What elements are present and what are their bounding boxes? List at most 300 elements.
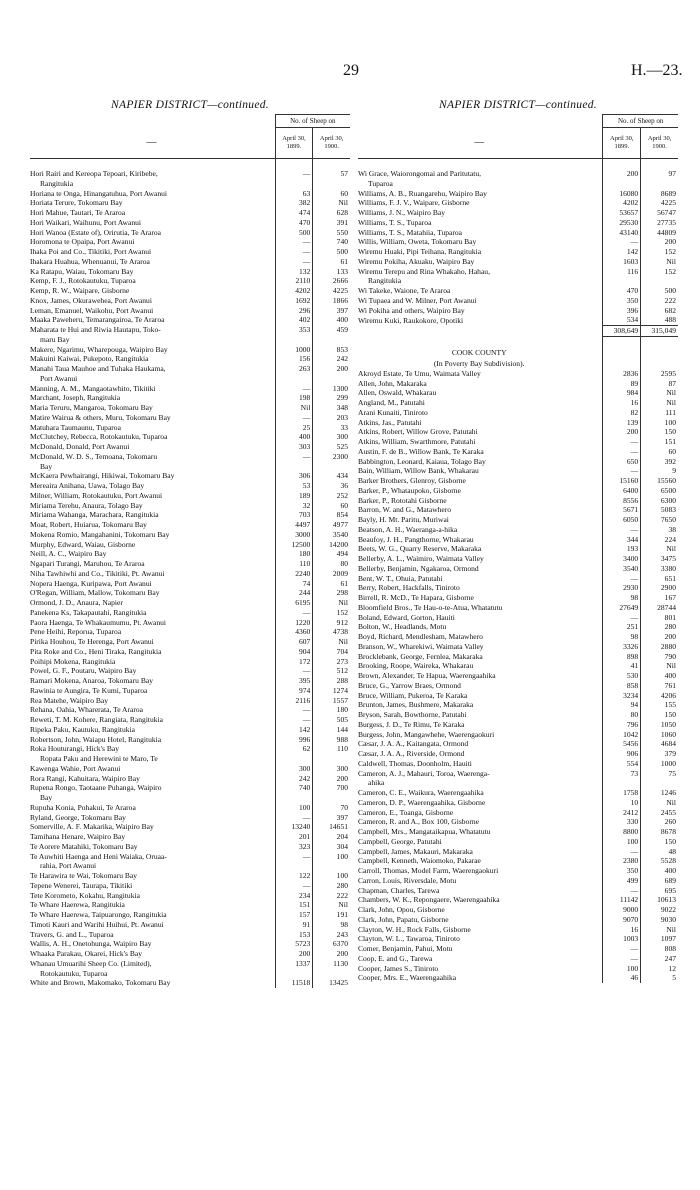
value-1899: Nil <box>275 403 313 413</box>
row-name: Knox, James, Okurawehea, Port Awanui <box>30 295 152 305</box>
value-1899: 344 <box>603 535 641 545</box>
row-name: Bryson, Sarah, Bowthorne, Patutahi <box>358 710 467 719</box>
row-name: Te Harawira te Wai, Tokomaru Bay <box>30 871 138 880</box>
table-row <box>358 257 678 267</box>
value-1900: 459 <box>313 325 350 335</box>
value-1899: 3000 <box>275 530 313 540</box>
row-name: Williams, F. J. V., Waipare, Gisborne <box>358 198 470 208</box>
table-row <box>358 306 678 316</box>
table-row <box>30 247 350 257</box>
row-name: Boyd, Richard, Mendlesham, Matawhero <box>358 632 483 641</box>
value-1899: — <box>603 466 641 476</box>
value-1899: 796 <box>603 720 641 730</box>
table-row <box>30 920 350 930</box>
table-row <box>358 837 678 847</box>
table-row <box>30 598 350 608</box>
value-1900: 4977 <box>313 520 350 530</box>
value-1899: 251 <box>603 622 641 632</box>
value-1899: 74 <box>275 579 313 589</box>
table-row <box>30 189 350 199</box>
value-1900: 761 <box>641 681 678 691</box>
table-row <box>358 179 678 189</box>
row-name: Burgess, J. D., Te Rimu, Te Karaka <box>358 719 465 729</box>
value-1900: 100 <box>641 418 678 428</box>
row-name: Clark, John, Opou, Gisborne <box>358 905 445 914</box>
value-1899: 244 <box>275 588 313 598</box>
row-name: Babbington, Leonard, Kaiaua, Tolago Bay <box>358 456 486 466</box>
row-name: Marchant, Joseph, Rangitukia <box>30 393 121 403</box>
table-row <box>358 564 678 574</box>
value-1899: — <box>275 715 313 725</box>
row-name: Ripeka Paku, Kautuku, Rangitukia <box>30 724 136 734</box>
value-1899: 353 <box>275 325 313 335</box>
table-row <box>358 934 678 944</box>
value-1900: 2595 <box>641 369 678 379</box>
value-1900: 689 <box>641 876 678 886</box>
value-1899: 198 <box>275 393 313 403</box>
value-1900: 144 <box>313 725 350 735</box>
value-1900: 379 <box>641 749 678 759</box>
value-1900 <box>313 793 350 803</box>
value-1899: 200 <box>603 169 641 179</box>
table-row <box>30 949 350 959</box>
table-row <box>30 520 350 530</box>
value-1900: Nil <box>641 388 678 398</box>
table-row <box>30 208 350 218</box>
table-row <box>30 744 350 754</box>
table-row <box>30 725 350 735</box>
row-name: Wi Tupaea and W. Milner, Port Awanui <box>358 295 477 305</box>
value-1899: 98 <box>603 593 641 603</box>
value-1899: — <box>603 613 641 623</box>
row-name: Bain, William, Willow Bank, Whakarau <box>358 466 479 476</box>
value-1899: — <box>275 257 313 267</box>
table-row <box>30 306 350 316</box>
value-1900: 695 <box>641 886 678 896</box>
row-name: Horiata Terure, Tokomaru Bay <box>30 198 123 208</box>
header-group-label: No. of Sheep on <box>275 115 350 128</box>
row-name: Wiremu Terepu and Rina Whakaho, Hahau, <box>358 266 490 276</box>
value-1900: 740 <box>313 237 350 247</box>
value-1900: 155 <box>641 700 678 710</box>
value-1900: 260 <box>641 817 678 827</box>
row-name: Rora Rangi, Kahuitara, Waipiro Bay <box>30 773 140 783</box>
table-row <box>358 267 678 277</box>
table-row <box>30 345 350 355</box>
value-1899: 200 <box>603 427 641 437</box>
table-row <box>30 296 350 306</box>
value-1900: 1050 <box>641 720 678 730</box>
row-name: Cameron, C. E., Waikura, Waerengaahika <box>358 788 484 797</box>
value-1899: 703 <box>275 510 313 520</box>
row-name: Te Aorere Matahiki, Tokomaru Bay <box>30 841 138 851</box>
value-1900: 4225 <box>313 286 350 296</box>
row-name: rahia, Port Awanui <box>40 861 97 871</box>
row-name: Cameron, R. and A., Box 100, Gisborne <box>358 817 479 827</box>
row-name: Ihaka Poi and Co., Tikitiki, Port Awanui <box>30 247 152 256</box>
value-1899: 2110 <box>275 276 313 286</box>
row-name: Wiremu Huaki, Pipi Teihana, Rangitukia <box>358 247 482 256</box>
value-1900: 1866 <box>313 296 350 306</box>
row-name: Hori Rairi and Kereopa Tepoari, Kiribebe, <box>30 169 158 178</box>
table-header-row <box>30 128 350 159</box>
table-row <box>30 549 350 559</box>
table-row <box>358 418 678 428</box>
value-1900: Nil <box>313 198 350 208</box>
row-name: Rangitukia <box>40 178 74 188</box>
value-1900: 912 <box>313 618 350 628</box>
value-1900: 151 <box>641 437 678 447</box>
row-name: Rehana, Oahia, Wharerata, Te Araroa <box>30 705 143 715</box>
table-row <box>358 535 678 545</box>
value-1899: 242 <box>275 774 313 784</box>
value-1899: 172 <box>275 657 313 667</box>
row-name: Bayly, H. Mt. Paritu, Muriwai <box>358 515 449 524</box>
value-1900: 3380 <box>641 564 678 574</box>
row-name: Brunton, James, Bushmere, Makaraka <box>358 700 474 710</box>
value-1899: 296 <box>275 306 313 316</box>
row-name: Ihakara Huahua, Whenuanui, Te Araroa <box>30 256 150 266</box>
table-row <box>358 642 678 652</box>
table-row <box>30 832 350 842</box>
value-1899: 530 <box>603 671 641 681</box>
row-name: Beatson, A. H., Waeranga-a-hika <box>358 524 458 534</box>
value-1900: 550 <box>313 228 350 238</box>
table-row <box>30 910 350 920</box>
table-row <box>30 822 350 832</box>
value-1900: 222 <box>313 891 350 901</box>
value-1899: 53657 <box>603 208 641 218</box>
table-row <box>30 257 350 267</box>
value-1899: 740 <box>275 783 313 793</box>
value-1899: 43140 <box>603 228 641 238</box>
value-1899: 470 <box>275 218 313 228</box>
row-name: Burgess, John, Mangawhehe, Waerengaokuri <box>358 729 495 739</box>
value-1900: 204 <box>313 832 350 842</box>
table-row <box>358 574 678 584</box>
row-name: Miriama Wahanga, Marachara, Rangitukia <box>30 510 159 520</box>
value-1900: 2455 <box>641 808 678 818</box>
value-1899: 16080 <box>603 189 641 199</box>
table-row <box>358 817 678 827</box>
value-1900: 488 <box>641 315 678 325</box>
left-sheep-table <box>30 114 350 988</box>
value-1900: 801 <box>641 613 678 623</box>
value-1900: 1097 <box>641 934 678 944</box>
row-name: Maria Teruru, Mangaroa, Tokomaru Bay <box>30 403 153 412</box>
value-1900: 44809 <box>641 228 678 238</box>
value-1899: 73 <box>603 769 641 779</box>
row-name: Atkins, Robert, Willow Grove, Patutahi <box>358 427 478 437</box>
value-1899: 2116 <box>275 696 313 706</box>
value-1900: 1060 <box>641 730 678 740</box>
value-1900: 5083 <box>641 505 678 515</box>
value-1899: 46 <box>603 973 641 983</box>
row-name: Brown, Alexander, Te Hapua, Waerengaahika <box>358 671 496 680</box>
value-1900: 300 <box>313 432 350 442</box>
value-1900: 61 <box>313 257 350 267</box>
value-1900: 300 <box>313 764 350 774</box>
value-1900: 790 <box>641 652 678 662</box>
table-row <box>30 267 350 277</box>
row-name: Paora Haenga, Te Whakaumumu, Pt. Awanui <box>30 617 166 627</box>
table-row <box>358 544 678 554</box>
table-row <box>30 588 350 598</box>
table-row <box>358 876 678 886</box>
row-name: Tamihana Henare, Waipiro Bay <box>30 832 126 841</box>
value-1899: 8556 <box>603 496 641 506</box>
value-1900: 1300 <box>313 384 350 394</box>
row-name: Nopera Haenga, Kuripawa, Port Awanui <box>30 578 152 588</box>
table-row <box>30 579 350 589</box>
row-name: Timoti Kauri and Warihi Huihui, Pt. Awanui <box>30 919 164 929</box>
row-name: Barker, P., Rototahi Gisborne <box>358 495 447 505</box>
row-name: Willis, William, Oweta, Tokomaru Bay <box>358 237 477 247</box>
table-row <box>30 432 350 442</box>
table-row <box>358 749 678 759</box>
value-1899: 153 <box>275 930 313 940</box>
value-1899: 142 <box>275 725 313 735</box>
row-name: Wi Pokiha and others, Waipiro Bay <box>358 305 465 315</box>
value-1900: 111 <box>641 408 678 418</box>
value-1899: 4202 <box>603 198 641 208</box>
row-name: Rea Matehe, Waipiro Bay <box>30 695 109 705</box>
value-1900: 9 <box>641 466 678 476</box>
table-row <box>30 540 350 550</box>
table-row <box>358 466 678 476</box>
value-1900: 500 <box>641 286 678 296</box>
table-header-group <box>358 115 678 128</box>
table-row <box>358 973 678 983</box>
table-row <box>30 871 350 881</box>
value-1900: 70 <box>313 803 350 813</box>
value-1900: 200 <box>313 949 350 959</box>
row-name: Niha Tawhiwhi and Co., Tikitiki, Pt. Awanui <box>30 568 165 578</box>
row-name: Ngapari Turangi, Maruhou, Te Araroa <box>30 559 145 568</box>
table-row <box>30 969 350 979</box>
row-name: Williams, T. S., Matahiia, Tuparoa <box>358 227 463 237</box>
value-1900: 853 <box>313 345 350 355</box>
value-1900: 13425 <box>313 978 350 988</box>
table-row <box>30 647 350 657</box>
row-name: Kawenga Wahie, Port Awanui <box>30 763 121 773</box>
right-column <box>358 96 678 983</box>
table-row <box>30 471 350 481</box>
row-name: Te Whare Haerewa, Taipuarongo, Rangitukia <box>30 910 167 919</box>
value-1900: 57 <box>313 169 350 179</box>
table-row <box>30 637 350 647</box>
value-1899: 330 <box>603 817 641 827</box>
row-name: Wiremu Pokiha, Akuaku, Waipiro Bay <box>358 256 475 266</box>
value-1899: — <box>603 237 641 247</box>
row-name: Ormond, J. D., Anaura, Napier <box>30 598 123 607</box>
value-1899: — <box>275 247 313 257</box>
table-row <box>30 237 350 247</box>
value-1900: 191 <box>313 910 350 920</box>
value-1899: — <box>275 608 313 618</box>
value-1899: 89 <box>603 379 641 389</box>
value-1900 <box>641 179 678 189</box>
row-name: Campbell, Kenneth, Waiomoko, Pakarae <box>358 856 481 866</box>
row-name: Te Whare Haerewa, Rangitukia <box>30 900 125 910</box>
value-1899: 156 <box>275 354 313 364</box>
value-1899: 100 <box>275 803 313 813</box>
value-1899: — <box>275 384 313 394</box>
row-name: Williams, A. B., Ruangarehu, Waipiro Bay <box>358 188 487 198</box>
col-header-1900: April 30, 1900. <box>641 128 678 159</box>
row-name: McClutchey, Rebecca, Rotokautuku, Tuparoa <box>30 432 168 442</box>
value-1900: 500 <box>313 247 350 257</box>
table-row <box>358 808 678 818</box>
value-1900 <box>313 374 350 384</box>
value-1900: 512 <box>313 666 350 676</box>
row-name: Ropata Paku and Herewini te Maro, Te <box>40 754 158 763</box>
row-name: Robertson, John, Waiapu Hotel, Rangitukia <box>30 734 162 744</box>
row-name: Roka Houturangi, Hick's Bay <box>30 744 119 754</box>
table-row <box>30 510 350 520</box>
row-name: Leman, Emanuel, Waikohu, Port Awanui <box>30 305 154 315</box>
table-row <box>358 866 678 876</box>
value-1900: 200 <box>313 774 350 784</box>
value-1900: Nil <box>641 398 678 408</box>
value-1900: 392 <box>641 457 678 467</box>
table-row <box>30 384 350 394</box>
row-name: Cooper, James S., Tiniroto <box>358 963 439 973</box>
value-1899: 4497 <box>275 520 313 530</box>
value-1899: — <box>603 574 641 584</box>
value-1900: 682 <box>641 306 678 316</box>
value-1900: 14651 <box>313 822 350 832</box>
value-1900: 304 <box>313 842 350 852</box>
table-row <box>30 169 350 179</box>
table-row <box>30 325 350 335</box>
value-1899: 12500 <box>275 540 313 550</box>
row-name: Clark, John, Papatu, Gisborne <box>358 914 449 924</box>
row-name: Carron, Louis, Riversdale, Motu <box>358 875 457 885</box>
value-1899: 25 <box>275 423 313 433</box>
table-row <box>358 925 678 935</box>
value-1900: 100 <box>313 871 350 881</box>
table-row <box>358 622 678 632</box>
value-1900: 6300 <box>641 496 678 506</box>
table-row <box>30 413 350 423</box>
row-name: Williams, T. S., Tuparoa <box>358 217 432 227</box>
row-name: Barron, W. and G., Matawhero <box>358 505 452 515</box>
row-name: Moat, Robert, Huiarua, Tokomaru Bay <box>30 520 147 529</box>
value-1899: 3234 <box>603 691 641 701</box>
row-name: Manning, A. M., Mangaotawhito, Tikitiki <box>30 383 156 393</box>
row-name: Ramari Mokena, Anaroa, Tokomaru Bay <box>30 676 153 685</box>
table-row <box>30 900 350 910</box>
value-1899: 396 <box>603 306 641 316</box>
table-row <box>358 554 678 564</box>
table-row <box>30 559 350 569</box>
col-header-1899: April 30, 1899. <box>275 128 313 159</box>
value-1900: 9022 <box>641 905 678 915</box>
table-row <box>358 798 678 808</box>
value-1900: 36 <box>313 481 350 491</box>
value-1900: 14200 <box>313 540 350 550</box>
table-row <box>358 710 678 720</box>
table-row <box>358 788 678 798</box>
table-row <box>358 964 678 974</box>
table-row <box>358 457 678 467</box>
value-1900: 38 <box>641 525 678 535</box>
value-1899: 1000 <box>275 345 313 355</box>
value-1899: 534 <box>603 315 641 325</box>
row-name: Kemp, R. W., Waipare, Gisborne <box>30 286 130 295</box>
table-row <box>358 661 678 671</box>
value-1899: 200 <box>275 949 313 959</box>
value-1899: 1603 <box>603 257 641 267</box>
table-row <box>358 827 678 837</box>
value-1900: 5528 <box>641 856 678 866</box>
value-1899: 151 <box>275 900 313 910</box>
value-1899: 9070 <box>603 915 641 925</box>
row-name: Maaka Paweheru, Temarangairoa, Te Araroa <box>30 315 165 325</box>
value-1900: 704 <box>313 647 350 657</box>
value-1899 <box>275 861 313 871</box>
table-row <box>30 783 350 793</box>
table-row <box>30 569 350 579</box>
table-row <box>358 447 678 457</box>
value-1900: 150 <box>641 837 678 847</box>
row-name: Atkins, William, Swarthmore, Patutahi <box>358 437 476 446</box>
row-name: Branson, W., Wharekiwi, Waimata Valley <box>358 641 484 651</box>
value-1899: 382 <box>275 198 313 208</box>
totals-label <box>358 326 603 337</box>
row-name: Cameron, E., Toanga, Gisborne <box>358 807 454 817</box>
table-row <box>358 276 678 286</box>
value-1900: 15560 <box>641 476 678 486</box>
value-1899 <box>275 754 313 764</box>
table-row <box>358 169 678 179</box>
value-1900: 243 <box>313 930 350 940</box>
value-1899: 80 <box>603 710 641 720</box>
row-name: Bay <box>40 461 53 471</box>
table-row <box>30 218 350 228</box>
row-name: Makuini Kaiwai, Pukepoto, Rangitukia <box>30 354 149 364</box>
table-row <box>30 286 350 296</box>
value-1900: 5 <box>641 973 678 983</box>
row-name: Chapman, Charles, Tarewa <box>358 885 440 895</box>
row-name: Reweti, T. M. Kohere, Rangiata, Rangitukia <box>30 715 164 724</box>
table-row <box>30 393 350 403</box>
value-1900: 299 <box>313 393 350 403</box>
value-1900: 400 <box>641 671 678 681</box>
row-name: Panekena Ks, Takapautahi, Rangitukia <box>30 607 147 617</box>
value-1900: Nil <box>313 900 350 910</box>
table-row <box>30 530 350 540</box>
col-header-1899: April 30, 1899. <box>603 128 641 159</box>
value-1899 <box>603 778 641 788</box>
table-row <box>30 442 350 452</box>
value-1899: 27649 <box>603 603 641 613</box>
table-row <box>358 593 678 603</box>
value-1899: 400 <box>275 432 313 442</box>
table-row <box>30 959 350 969</box>
table-row <box>358 739 678 749</box>
row-name: Horiana te Onga, Hinangatuhua, Port Awanui <box>30 188 168 198</box>
row-name: Boland, Edward, Gorton, Hauiti <box>358 612 455 622</box>
row-name: Te Auwhiti Haenga and Heni Waiaka, Oruaa- <box>30 851 167 861</box>
row-name: Chambers, W. K., Repongaere, Waerengaahika <box>358 895 500 905</box>
table-row <box>358 681 678 691</box>
table-row <box>358 286 678 296</box>
value-1899: 180 <box>275 549 313 559</box>
row-name: Maharata te Hui and Riwia Hautapu, Toko- <box>30 325 161 334</box>
table-row <box>30 657 350 667</box>
